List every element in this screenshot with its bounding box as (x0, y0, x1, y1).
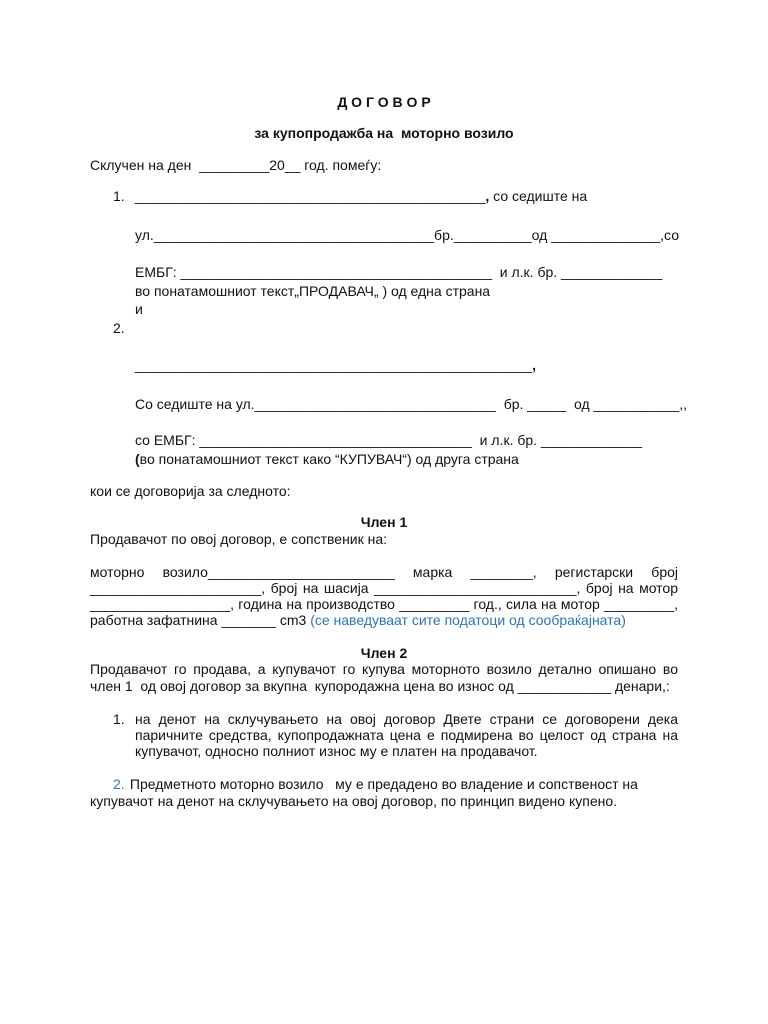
party2-open-paren: ( (135, 451, 140, 467)
article2-para-line2: член 1 од овој договор за вкупна купородажна цена во износ од ____________ денари,: (90, 678, 670, 694)
party1-referred-line: во понатамошниот текст„ПРОДАВАЧ„ ) од една страна (135, 283, 491, 299)
article1-line1: моторно возило________________________ марка ________, регистарски број (90, 564, 678, 580)
party2-name-line (135, 357, 536, 373)
article1-heading: Член 1 (360, 514, 408, 530)
document-title: Д О Г О В О Р (337, 94, 431, 110)
party2-address-line: Со седиште на ул._______________________________ бр. _____ од ___________,, (135, 396, 687, 412)
party2-referred-line (135, 451, 519, 467)
party2-name-suffix: , (532, 357, 536, 373)
article2-item1-number: 1. (113, 711, 125, 727)
article1-line4-text: работна зафатнина _______ cm3 (90, 612, 311, 628)
article2-item1-line2: паричните средства, купопродажната цена е подмирена во целост од страна на (135, 727, 678, 743)
party1-and: и (135, 301, 143, 317)
article1-line4 (90, 612, 626, 628)
party2-embg-line: со ЕМБГ: ___________________________________ и л.к. бр. _____________ (135, 432, 643, 448)
party1-name-blank: _____________________________________________ (135, 188, 486, 204)
article2-item1-line1: на денот на склучувањето на овој договор Двете страни се договорени дека (135, 711, 678, 727)
article2-item2-line2: купувачот на денот на склучувањето на овој договор, по принцип видено купено. (90, 793, 618, 809)
party1-address-line: ул.____________________________________бр.__________од ______________,со (135, 227, 679, 243)
document-subtitle: за купопродажба на моторно возило (254, 125, 514, 141)
party1-embg-line: ЕМБГ: ________________________________________ и л.к. бр. _____________ (135, 264, 663, 280)
article1-intro: Продавачот по овој договор, е сопственик на: (90, 531, 388, 547)
article2-item2-line1: Предметното моторно возило му е предадено во владение и сопственост на (126, 776, 638, 792)
party2-referred-text: во понатамошниот текст како “КУПУВАЧ“) од друга страна (139, 451, 519, 467)
party2-name-blank: ___________________________________________________ (135, 357, 533, 373)
party1-name-comma: , (485, 188, 490, 204)
party1-name-suffix: со седиште на (489, 188, 588, 204)
agreement-intro: кои се договорија за следното: (90, 483, 291, 499)
concluded-date-line: Склучен на ден _________20__ год. помеѓу: (90, 157, 382, 173)
article2-item2-number: 2. (113, 776, 125, 792)
party1-number: 1. (113, 188, 125, 204)
article2-para-line1: Продавачот го продава, а купувачот го купува моторното возило детално опишано во (90, 661, 678, 677)
article1-line2: ______________________, број на шасија __________________________, број на мотор (90, 580, 678, 596)
party2-number: 2. (113, 320, 125, 336)
party1-name-line (135, 188, 587, 204)
article2-heading: Член 2 (360, 645, 408, 661)
article1-line3: __________________, година на производство _________ год., сила на мотор _________, (90, 596, 678, 612)
article1-line4-note: (се наведуваат сите податоци од сообраќајната) (310, 612, 626, 628)
article2-item1-line3: купувачот, односно полниот износ му е платен на продавачот. (135, 743, 538, 759)
